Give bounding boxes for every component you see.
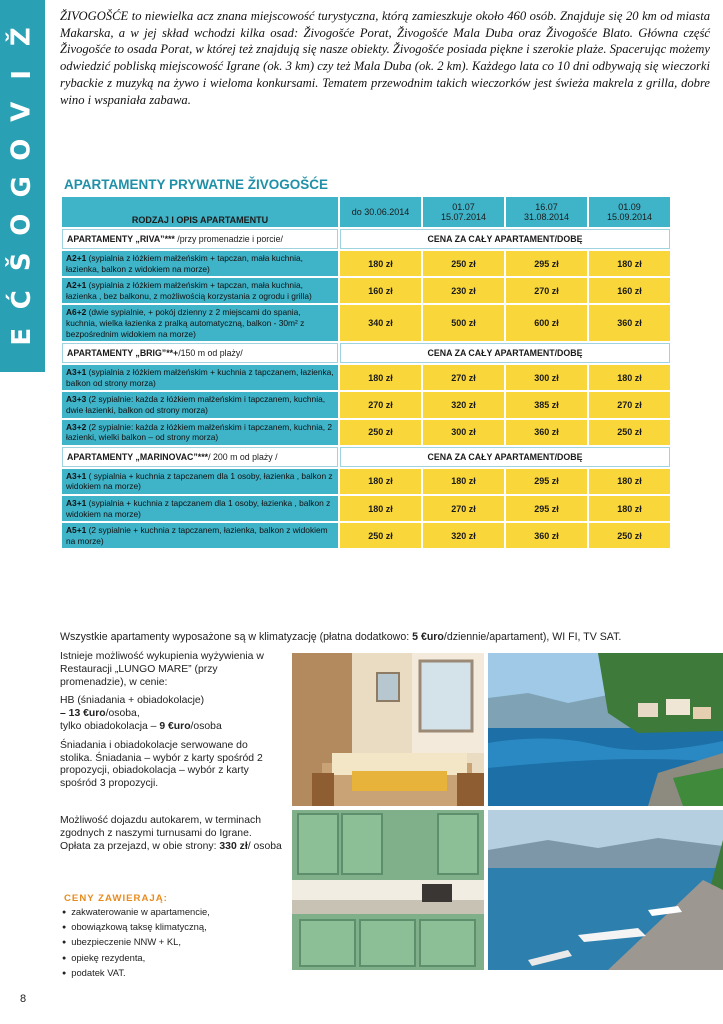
price-cell: 180 zł <box>340 251 421 276</box>
price-cell: 180 zł <box>589 496 670 521</box>
transfer-info: Możliwość dojazdu autokarem, w terminach zgodnych z naszymi turnusami do Igrane. Opłata za przejazd, w obie strony: 330 zł/ osoba <box>60 815 282 852</box>
price-cell: 270 zł <box>423 496 504 521</box>
price-cell: 360 zł <box>506 420 587 445</box>
period-header <box>589 197 670 227</box>
includes-item: ● opiekę rezydenta, <box>62 951 210 966</box>
price-cell: 320 zł <box>423 392 504 417</box>
apartment-row <box>62 365 670 390</box>
price-cell: 250 zł <box>340 523 421 548</box>
kitchen-photo <box>292 810 484 970</box>
apartment-code: A3+1 <box>66 470 87 481</box>
category-title: APARTAMENTY „BRIG”**+ <box>67 348 179 359</box>
amenities-note: Wszystkie apartamenty wyposażone są w klimatyzację (płatna dodatkowo: 5 €uro/dziennie/apartament), WI FI, TV SAT. <box>60 631 622 643</box>
title-letter: E <box>6 327 37 346</box>
price-cell: 250 zł <box>589 420 670 445</box>
apartment-description <box>62 365 338 390</box>
page-number: 8 <box>20 993 27 1005</box>
title-letter: O <box>6 213 37 236</box>
price-cell: 270 zł <box>340 392 421 417</box>
period-header <box>340 197 421 227</box>
title-letter: V <box>6 101 37 122</box>
price-cell: 300 zł <box>506 365 587 390</box>
price-cell: 180 zł <box>589 251 670 276</box>
apartment-description <box>62 392 338 417</box>
apartment-code: A6+2 <box>66 307 87 318</box>
period-from: 01.09 <box>618 202 641 212</box>
apartment-description <box>62 523 338 548</box>
bedroom-photo <box>292 653 484 806</box>
title-letter: Ć <box>6 289 37 309</box>
apartment-code: A3+1 <box>66 497 87 508</box>
apartment-details: ( sypialnia + kuchnia z tapczanem dla 1 osoby, łazienka , balkon z widokiem na morze) <box>66 470 333 492</box>
apartment-code: A3+2 <box>66 421 87 432</box>
apartment-details: (2 sypialnie: każda z łóżkiem małżeńskim i tapczanem, kuchnia, 2 łazienki, wielki balkon – od strony morza) <box>66 421 333 443</box>
apartment-details: (2 sypialnie + kuchnia z tapczanem, łazienka, balkon z widokiem na morze) <box>66 525 328 546</box>
apartment-description <box>62 305 338 341</box>
price-cell: 270 zł <box>423 365 504 390</box>
period-to: do 30.06.2014 <box>351 207 410 217</box>
apartment-row <box>62 523 670 548</box>
price-unit-label: CENA ZA CAŁY APARTAMENT/DOBĘ <box>340 447 670 467</box>
price-cell: 340 zł <box>340 305 421 341</box>
category-name <box>62 229 338 249</box>
apartment-row <box>62 251 670 276</box>
apartment-code: A5+1 <box>66 525 87 536</box>
price-cell: 385 zł <box>506 392 587 417</box>
category-row <box>62 229 670 249</box>
apartment-details: (sypialnia z łóżkiem małżeńskim + tapczan, mała kuchnia, łazienka , bez balkonu, z możliwością korzystania z ogrodu i grilla) <box>66 280 312 301</box>
category-row <box>62 447 670 467</box>
apartment-details: (sypialnia + kuchnia z tapczanem dla 1 osoby, łazienka , balkon z widokiem na morze) <box>66 497 331 519</box>
price-table <box>60 195 672 550</box>
price-cell: 270 zł <box>589 392 670 417</box>
apartment-details: (sypialnia z łóżkiem małżeńskim + kuchnia z tapczanem, łazienka, balkon od strony morza) <box>66 367 334 388</box>
board-prices: HB (śniadania + obiadokolacje) – 13 €uro/osoba, tylko obiadokolacja – 9 €uro/osoba <box>60 695 222 732</box>
includes-title: CENY ZAWIERAJĄ: <box>64 893 168 904</box>
includes-list <box>62 905 210 981</box>
apartment-details: (2 sypialnie: każda z łóżkiem małżeńskim i tapczanem, kuchnia, dwie łazienki, balkon od strony morza) <box>66 394 326 415</box>
apartment-row <box>62 278 670 303</box>
title-letter: O <box>6 138 37 161</box>
price-cell: 180 zł <box>340 469 421 494</box>
period-header <box>506 197 587 227</box>
price-cell: 160 zł <box>340 278 421 303</box>
title-letter: Ž <box>6 27 37 47</box>
apartment-description <box>62 278 338 303</box>
price-cell: 320 zł <box>423 523 504 548</box>
price-cell: 230 zł <box>423 278 504 303</box>
category-name <box>62 343 338 363</box>
apartment-row <box>62 420 670 445</box>
apartment-row <box>62 305 670 341</box>
price-cell: 360 zł <box>506 523 587 548</box>
period-to: 15.07.2014 <box>440 212 487 222</box>
category-row <box>62 343 670 363</box>
price-cell: 250 zł <box>423 251 504 276</box>
price-cell: 295 zł <box>506 251 587 276</box>
category-name <box>62 447 338 467</box>
title-letter: Š <box>6 252 37 272</box>
title-letter: I <box>6 69 37 80</box>
category-location: /150 m od plaży/ <box>178 348 243 359</box>
harbour-photo <box>488 810 723 970</box>
price-cell: 360 zł <box>589 305 670 341</box>
price-cell: 295 zł <box>506 469 587 494</box>
board-info <box>60 651 282 797</box>
price-cell: 600 zł <box>506 305 587 341</box>
includes-item: ● podatek VAT. <box>62 966 210 981</box>
apartment-code: A3+3 <box>66 394 87 405</box>
price-unit-label: CENA ZA CAŁY APARTAMENT/DOBĘ <box>340 343 670 363</box>
coast-photo <box>488 653 723 806</box>
apartment-description <box>62 251 338 276</box>
price-cell: 180 zł <box>340 496 421 521</box>
price-cell: 160 zł <box>589 278 670 303</box>
apartment-description <box>62 469 338 494</box>
period-to: 31.08.2014 <box>523 212 570 222</box>
price-cell: 250 zł <box>340 420 421 445</box>
category-location: /przy promenadzie i porcie/ <box>174 234 283 244</box>
includes-item: ● zakwaterowanie w apartamencie, <box>62 905 210 920</box>
apartment-row <box>62 496 670 521</box>
price-cell: 300 zł <box>423 420 504 445</box>
apartment-details: (dwie sypialnie, + pokój dzienny z 2 miejscami do spania, kuchnia, wielka łazienka z pralką automatyczną, balkon - 30m² z bezpośrednim widokiem na morze) <box>66 307 305 339</box>
apartment-code: A2+1 <box>66 280 87 291</box>
price-cell: 295 zł <box>506 496 587 521</box>
includes-item: ● obowiązkową taksę klimatyczną, <box>62 920 210 935</box>
price-cell: 180 zł <box>589 469 670 494</box>
period-to: 15.09.2014 <box>606 212 653 222</box>
table-header-row <box>62 197 670 227</box>
apartment-code: A2+1 <box>66 253 87 263</box>
price-cell: 180 zł <box>340 365 421 390</box>
apartment-description <box>62 420 338 445</box>
category-title: APARTAMENTY „RIVA”*** <box>67 234 175 244</box>
intro-paragraph: ŽIVOGOŠĆE to niewielka acz znana miejscowość turystyczna, którą zamieszkuje około 460 osób. Znajduje się 20 km od miasta Makarska, a w jej skład wchodzi kilka osad: Živogošće Porat, Živogošće Mala Duba oraz Živogošće Blato. Główna część Živogošće to osada Porat, w której też znajdują się nasze obiekty. Živogošće posiada piękne i szerokie plaże. Spacerując możemy odwiedzić pobliską miejscowość Igrane (ok. 3 km) czy też Mala Duba (ok. 2 km). Każdego lata co 10 dni odbywają się wieczorki rybackie z muzyką na żywo i wieloma konkursami. Tematem przewodnim takich wieczorków jest świeża makrela z grilla, dobre wino i wspaniała zabawa. <box>60 9 710 107</box>
board-service: Śniadania i obiadokolacje serwowane do stolika. Śniadania – wybór z karty spośród 2 propozycji, obiadokolacja – wybór z karty spośród 3 propozycji. <box>60 739 263 790</box>
apartment-details: (sypialnia z łóżkiem małżeńskim + tapczan, mała kuchnia, łazienka, balkon z widokiem na morze) <box>66 253 303 274</box>
board-intro: Istnieje możliwość wykupienia wyżywienia w Restauracji „LUNGO MARE” (przy promenadzie), w cenie: <box>60 651 264 688</box>
price-cell: 180 zł <box>589 365 670 390</box>
period-from: 16.07 <box>535 202 558 212</box>
price-cell: 180 zł <box>423 469 504 494</box>
price-unit-label: CENA ZA CAŁY APARTAMENT/DOBĘ <box>340 229 670 249</box>
description-header: RODZAJ I OPIS APARTAMENTU <box>62 197 338 227</box>
category-title: APARTAMENTY „MARINOVAC”*** <box>67 451 209 462</box>
price-cell: 500 zł <box>423 305 504 341</box>
apartment-row <box>62 392 670 417</box>
price-cell: 270 zł <box>506 278 587 303</box>
period-from: 01.07 <box>452 202 475 212</box>
price-cell: 250 zł <box>589 523 670 548</box>
apartment-row <box>62 469 670 494</box>
vertical-title <box>0 18 45 356</box>
apartment-description <box>62 496 338 521</box>
period-header <box>423 197 504 227</box>
includes-item: ● ubezpieczenie NNW + KL, <box>62 935 210 950</box>
apartment-code: A3+1 <box>66 367 87 378</box>
section-title: APARTAMENTY PRYWATNE ŽIVOGOŠĆE <box>64 177 329 192</box>
title-letter: G <box>6 176 37 198</box>
category-location: / 200 m od plaży / <box>208 451 278 462</box>
